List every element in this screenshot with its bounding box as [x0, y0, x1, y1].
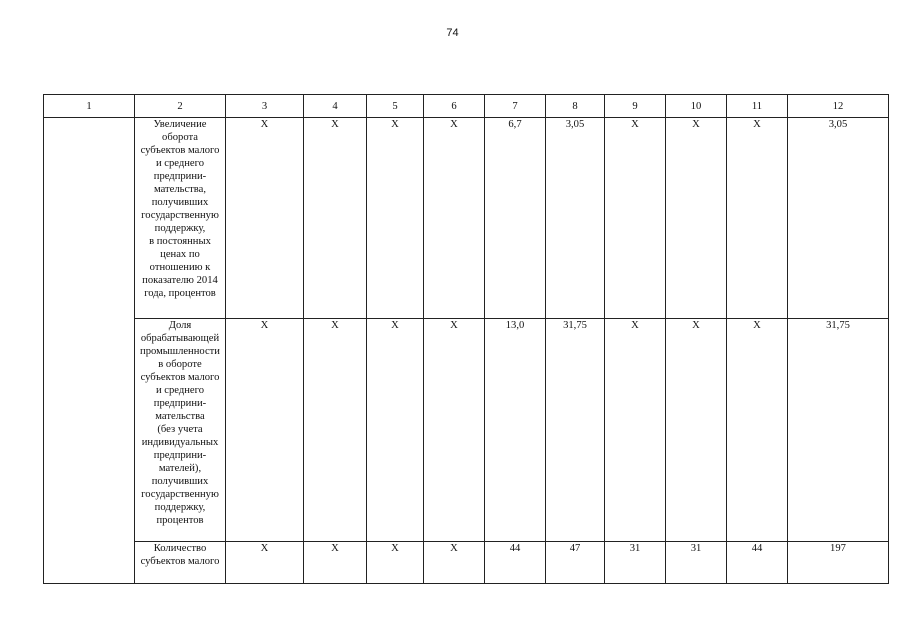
description-line: мательства,: [153, 184, 207, 195]
description-line: получивших: [151, 197, 209, 208]
column-1-cell: [44, 118, 135, 584]
value-cell: X: [367, 118, 424, 319]
description-line: индивидуальных: [141, 437, 219, 448]
value-cell: X: [727, 118, 788, 319]
value-cell: X: [424, 118, 485, 319]
value-cell: 31: [605, 542, 666, 584]
description-line: и среднего: [155, 158, 205, 169]
description-line: промышленности: [140, 346, 220, 357]
description-line: мателей),: [158, 463, 202, 474]
description-line: в обороте: [158, 359, 202, 370]
description-line: Доля: [168, 320, 192, 331]
description-line: (без учета: [157, 424, 203, 435]
row-description: [135, 542, 226, 584]
value-cell: X: [304, 542, 367, 584]
value-cell: 13,0: [485, 319, 546, 542]
page-number: 74: [446, 27, 459, 39]
value-cell: X: [424, 542, 485, 584]
description-line: показателю 2014: [142, 275, 218, 286]
header-cell-12: 12: [788, 95, 889, 118]
description-line: поддержку,: [154, 223, 206, 234]
description-line: и среднего: [155, 385, 205, 396]
header-cell-1: 1: [44, 95, 135, 118]
description-line: оборота: [162, 132, 198, 143]
value-cell: X: [605, 118, 666, 319]
header-cell-3: 3: [226, 95, 304, 118]
description-line: ценах по: [160, 249, 200, 260]
description-line: государственную: [141, 210, 219, 221]
description-line: поддержку,: [154, 502, 206, 513]
description-line: в постоянных: [149, 236, 211, 247]
table-row: [44, 542, 889, 584]
value-cell: 6,7: [485, 118, 546, 319]
description-line: обрабатывающей: [140, 333, 220, 344]
value-cell: X: [666, 118, 727, 319]
description-line: Количество: [153, 543, 207, 554]
value-cell: X: [424, 319, 485, 542]
value-cell: X: [727, 319, 788, 542]
header-cell-8: 8: [546, 95, 605, 118]
data-table: [43, 94, 889, 584]
description-line: получивших: [151, 476, 209, 487]
value-cell: 197: [788, 542, 889, 584]
description-line: процентов: [156, 515, 204, 526]
description-line: предприни-: [153, 171, 207, 182]
row-description: [135, 118, 226, 319]
description-line: субъектов малого: [140, 372, 220, 383]
description-line: субъектов малого: [140, 145, 220, 156]
header-cell-2: 2: [135, 95, 226, 118]
header-cell-9: 9: [605, 95, 666, 118]
value-cell: 31: [666, 542, 727, 584]
header-cell-5: 5: [367, 95, 424, 118]
value-cell: X: [666, 319, 727, 542]
value-cell: X: [605, 319, 666, 542]
value-cell: 47: [546, 542, 605, 584]
value-cell: 31,75: [546, 319, 605, 542]
description-line: Увеличение: [153, 119, 207, 130]
table-row: [44, 118, 889, 319]
value-cell: 31,75: [788, 319, 889, 542]
value-cell: X: [226, 118, 304, 319]
value-cell: X: [304, 319, 367, 542]
header-cell-11: 11: [727, 95, 788, 118]
header-cell-10: 10: [666, 95, 727, 118]
value-cell: 44: [727, 542, 788, 584]
table-row: [44, 319, 889, 542]
description-line: отношению к: [149, 262, 211, 273]
value-cell: X: [226, 319, 304, 542]
description-line: субъектов малого: [140, 556, 220, 567]
value-cell: X: [304, 118, 367, 319]
description-line: государственную: [141, 489, 219, 500]
value-cell: X: [367, 319, 424, 542]
value-cell: 44: [485, 542, 546, 584]
header-row: [44, 95, 889, 118]
value-cell: 3,05: [546, 118, 605, 319]
row-description: [135, 319, 226, 542]
value-cell: X: [367, 542, 424, 584]
header-cell-7: 7: [485, 95, 546, 118]
value-cell: 3,05: [788, 118, 889, 319]
description-line: предприни-: [153, 398, 207, 409]
header-cell-4: 4: [304, 95, 367, 118]
description-line: предприни-: [153, 450, 207, 461]
header-cell-6: 6: [424, 95, 485, 118]
description-line: мательства: [155, 411, 205, 422]
value-cell: X: [226, 542, 304, 584]
description-line: года, процентов: [144, 288, 216, 299]
